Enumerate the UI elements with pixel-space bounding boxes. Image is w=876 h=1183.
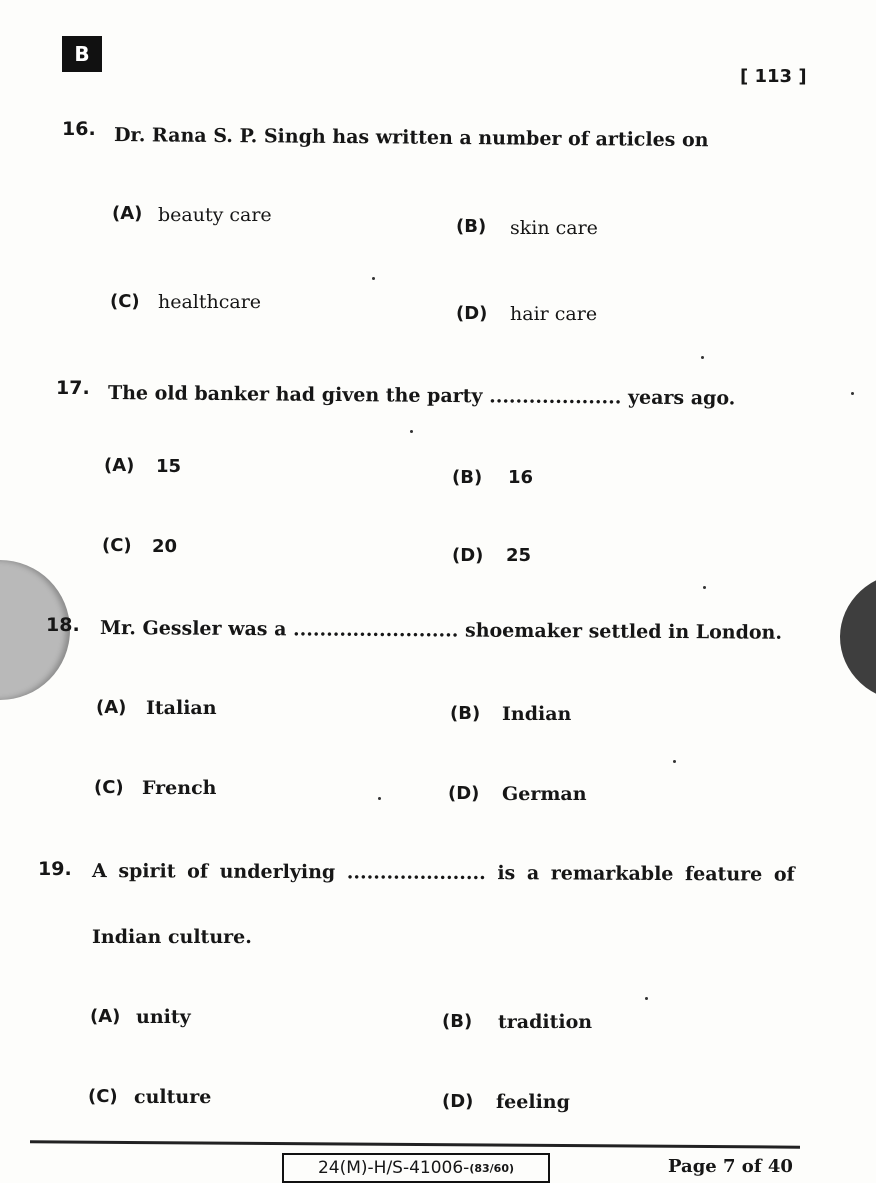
option-text: German: [502, 783, 587, 805]
right-binding-tab: [840, 572, 876, 702]
option-text: beauty care: [158, 204, 272, 226]
option-text: culture: [134, 1086, 212, 1108]
page-number: [ 113 ]: [740, 66, 807, 87]
option-text: hair care: [510, 303, 598, 325]
option-label: (C): [110, 291, 140, 312]
question-text: Dr. Rana S. P. Singh has written a number of articles on: [113, 124, 709, 152]
question-number: 19.: [38, 858, 72, 880]
paper-code-suffix: (83/60): [469, 1161, 515, 1175]
question-text: Mr. Gessler was a ......................... shoemaker settled in London.: [99, 617, 783, 644]
option-label: (C): [102, 535, 132, 556]
option-label: (D): [442, 1091, 474, 1112]
option-label: (A): [96, 697, 127, 718]
option-label: (D): [448, 783, 480, 804]
scan-speck: [851, 392, 854, 395]
question-text-line1: A spirit of underlying ..................... is a remarkable feature of: [91, 860, 795, 886]
scan-speck: [410, 430, 413, 433]
option-label: (D): [452, 545, 484, 566]
set-badge: B: [62, 36, 102, 72]
scan-speck: [372, 277, 375, 280]
scan-speck: [378, 797, 381, 800]
option-text: 16: [508, 467, 534, 488]
option-text: feeling: [496, 1091, 570, 1113]
option-label: (A): [104, 455, 135, 476]
option-text: skin care: [510, 217, 598, 239]
option-label: (C): [88, 1086, 118, 1107]
option-label: (B): [450, 703, 481, 724]
option-text: 15: [156, 456, 182, 477]
option-text: healthcare: [158, 291, 262, 313]
question-text-line2: Indian culture.: [92, 926, 252, 948]
scan-speck: [673, 760, 676, 763]
paper-code-box: [282, 1153, 550, 1183]
paper-code: 24(M)-H/S-41006-: [317, 1158, 470, 1178]
option-label: (C): [94, 777, 124, 798]
question-number: 18.: [46, 614, 80, 636]
option-label: (D): [456, 303, 488, 324]
option-text: 20: [152, 536, 178, 557]
question-number: 17.: [56, 377, 90, 399]
option-text: Italian: [146, 697, 217, 719]
option-text: unity: [136, 1006, 191, 1028]
question-number: 16.: [62, 118, 96, 140]
scan-speck: [701, 356, 704, 359]
option-label: (B): [442, 1011, 473, 1032]
option-label: (A): [112, 203, 143, 224]
scan-speck: [703, 586, 706, 589]
option-text: French: [142, 777, 217, 799]
option-label: (B): [456, 216, 487, 237]
footer-rule: [30, 1140, 800, 1148]
option-label: (A): [90, 1006, 121, 1027]
footer-page-count: Page 7 of 40: [668, 1156, 793, 1177]
scan-speck: [645, 997, 648, 1000]
option-text: Indian: [502, 703, 572, 725]
option-label: (B): [452, 467, 483, 488]
option-text: tradition: [498, 1011, 593, 1033]
question-text: The old banker had given the party .................... years ago.: [107, 382, 736, 410]
option-text: 25: [506, 545, 532, 566]
